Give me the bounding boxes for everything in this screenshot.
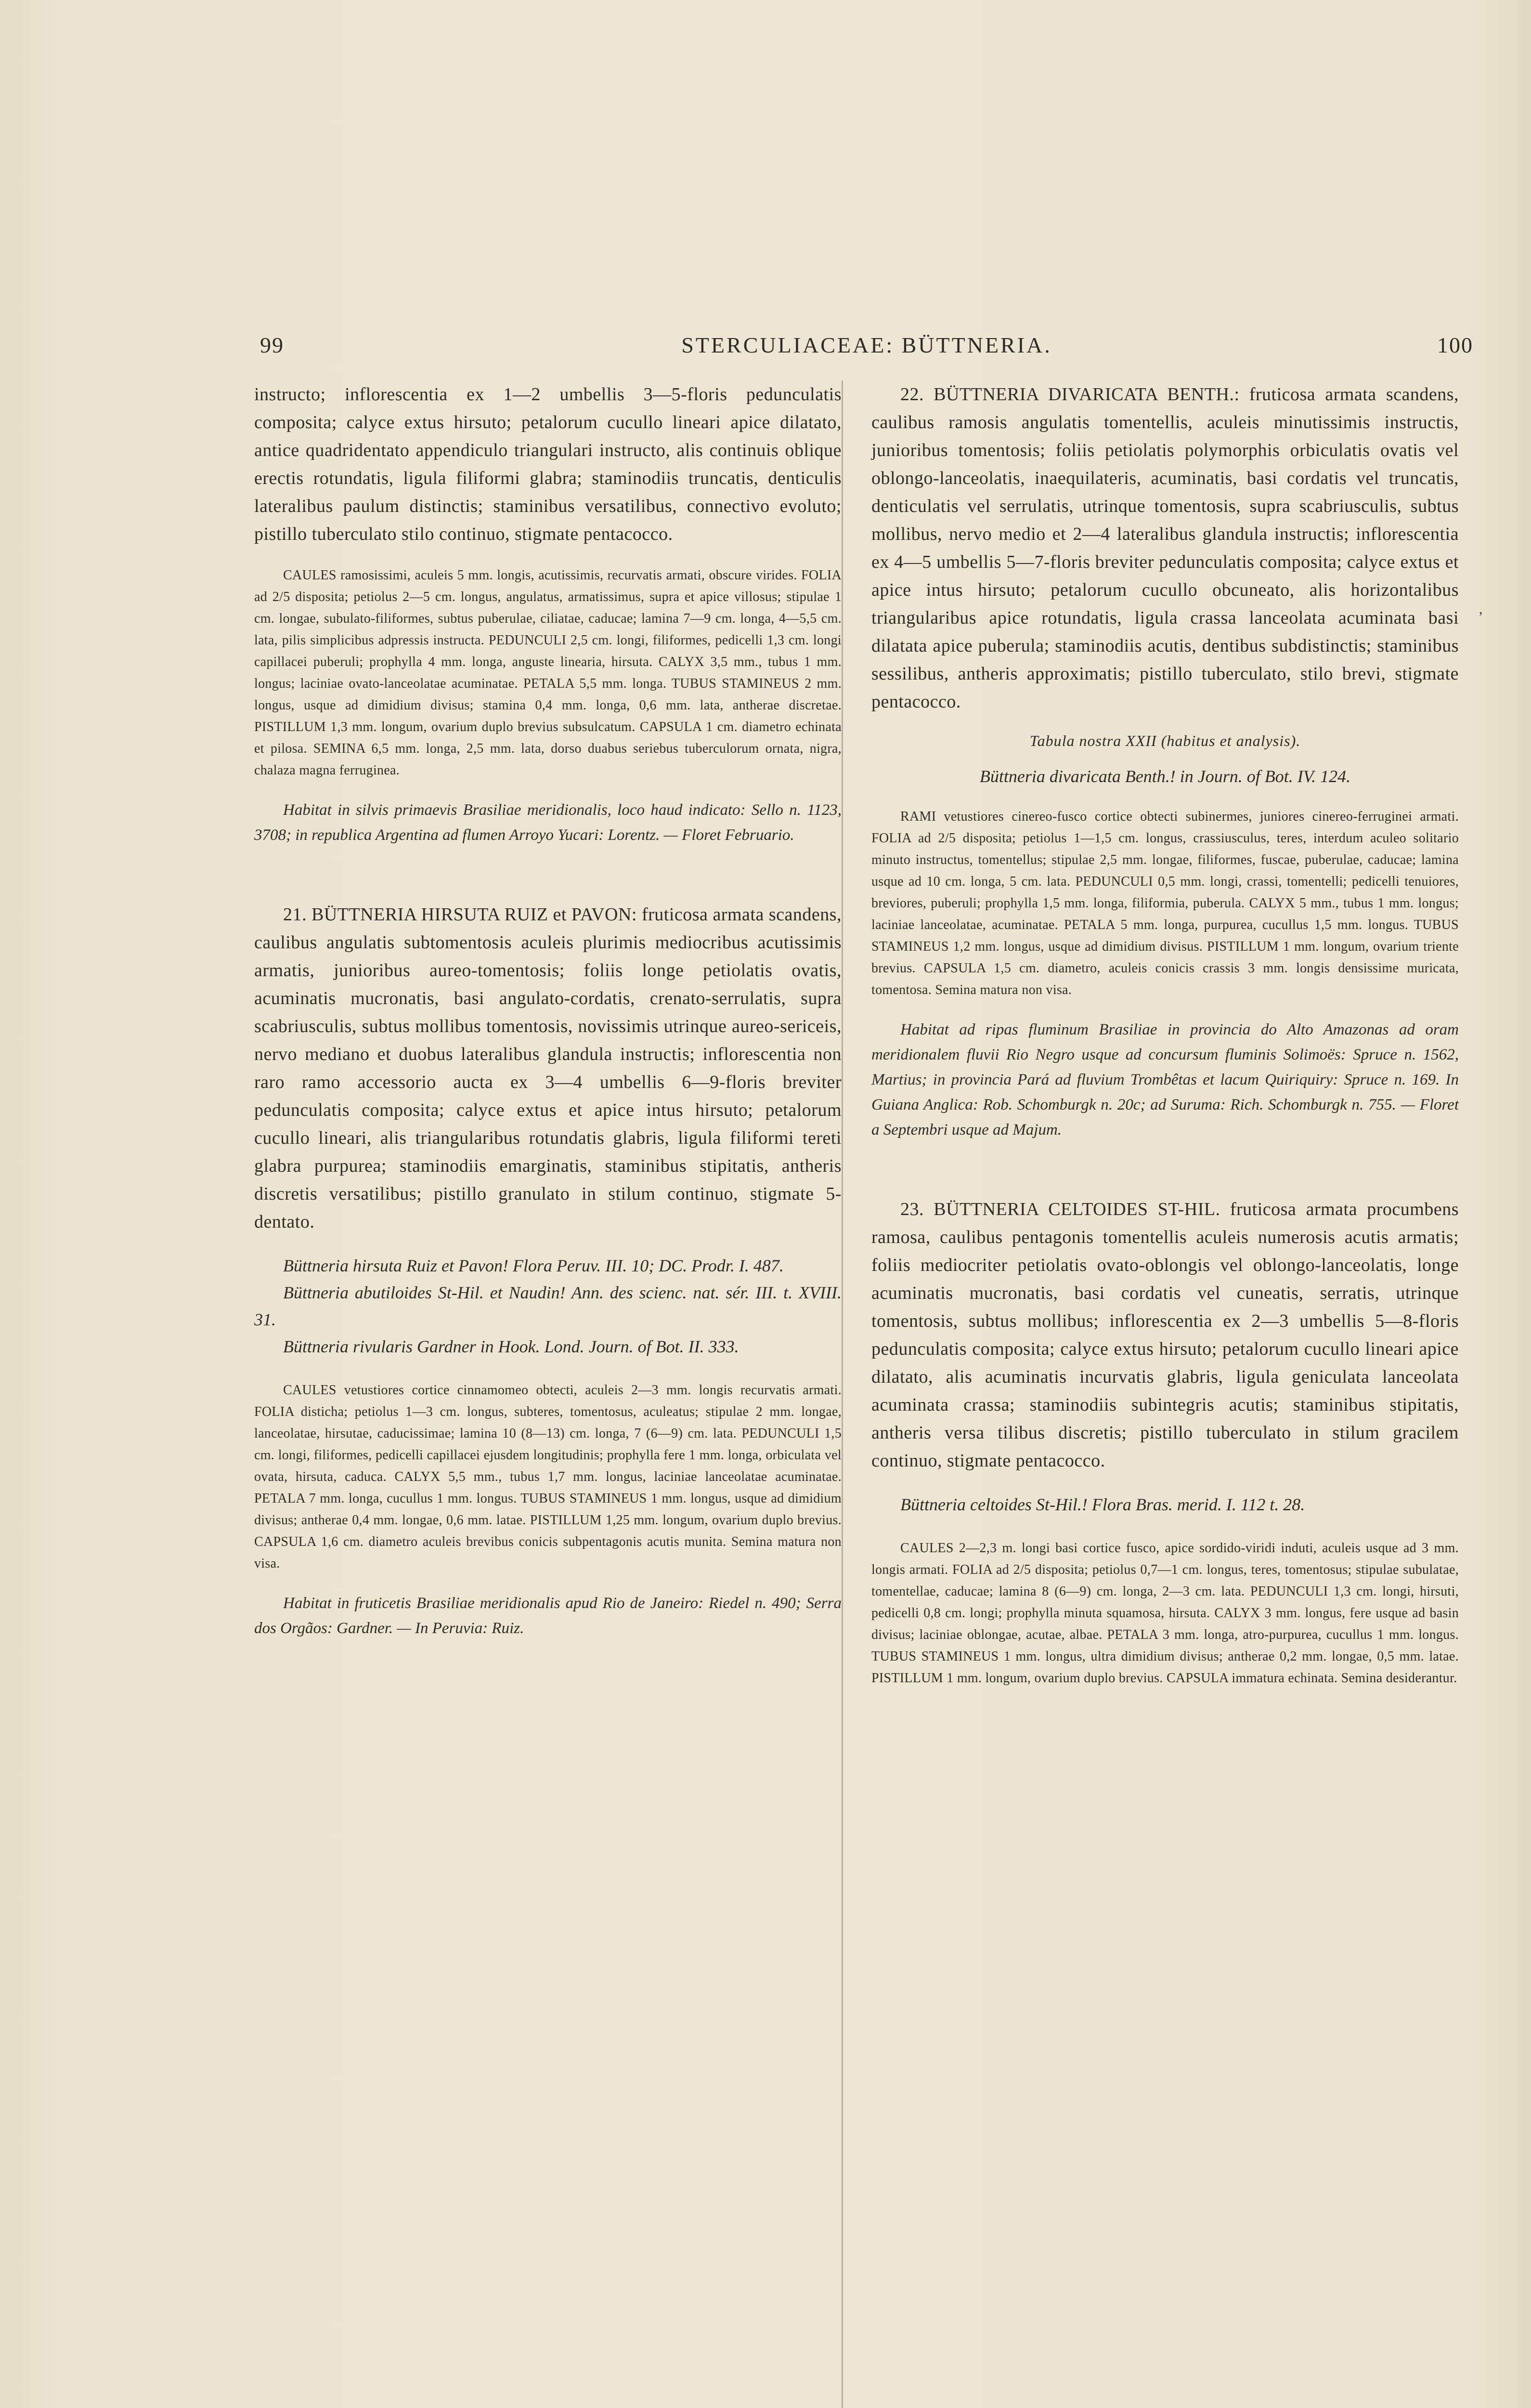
right-column <box>871 380 1459 1705</box>
intro-paragraph: instructo; inflorescentia ex 1—2 umbellis 3—5-floris pedunculatis composita; calyce extus hirsuto; petalorum cucullo lineari apice dilatato, antice quadridentato appendiculo triangulari instructo, alis continuis oblique erectis rotundatis, ligula filiformi glabra; staminodiis truncatis, denticulis lateralibus paulum distinctis; staminibus versatilibus, connectivo evoluto; pistillo tuberculato stilo continuo, stigmate pentacocco. <box>254 384 842 544</box>
species-23-citation: Büttneria celtoides St-Hil.! Flora Bras. merid. I. 112 t. 28. <box>900 1495 1305 1514</box>
running-title: STERCULIACEAE: BÜTTNERIA. <box>681 333 1052 357</box>
species-21-habitat: Habitat in fruticetis Brasiliae meridionalis apud Rio de Janeiro: Riedel n. 490; Serra dos Orgãos: Gardner. — In Peruvia: Ruiz. <box>254 1595 842 1637</box>
species-23-diagnosis: 23. BÜTTNERIA CELTOIDES ST-HIL. fruticosa armata procumbens ramosa, caulibus pentagonis tomentellis aculeis numerosis acutis armatis; foliis mediocriter petiolatis ovato-oblongis vel oblongo-lanceolatis, longe acuminatis mucronatis, basi cordatis vel cuneatis, serratis, utrinque tomentosis, subtus mollibus; inflorescentia ex 2—3 umbellis 5—8-floris pedunculatis composita; calyce extus hirsuto; petalorum cucullo lineari apice dilatato, alis acuminatis incurvatis glabris, ligula geniculata lanceolata acuminata crassa; staminodiis subintegris acutis; staminibus stipitatis, antheris versa tilibus discretis; pistillo tuberculato in stilum gracilem continuo, stigmate pentacocco. <box>871 1199 1459 1471</box>
species-22-diagnosis: 22. BÜTTNERIA DIVARICATA BENTH.: fruticosa armata scandens, caulibus ramosis angulatis tomentellis, aculeis minutissimis instructis, junioribus tomentosis; foliis petiolatis polymorphis orbiculatis ovatis vel oblongo-lanceolatis, inaequilateris, acuminatis, basi cordatis vel truncatis, denticulatis vel serrulatis, utrinque tomentosis, supra scabriusculis, subtus mollibus, nervo medio et 2—4 lateralibus glandula instructis; inflorescentia ex 4—5 umbellis 5—7-floris breviter pedunculatis composita; calyce extus et apice intus hirsuto; petalorum cucullo obcuneato, alis horizontalibus triangularibus apice rotundatis, ligula crassa lanceolata acuminata basi dilatata apice puberula; staminodiis acutis, dentibus subdistinctis; staminibus sessilibus, antheris approximatis; pistillo tuberculato, stilo brevi, stigmate pentacocco. <box>871 384 1459 712</box>
synonym-line: Büttneria rivularis Gardner in Hook. Lond. Journ. of Bot. II. 333. <box>283 1337 739 1356</box>
species-21-diagnosis: 21. BÜTTNERIA HIRSUTA RUIZ et PAVON: fruticosa armata scandens, caulibus angulatis subtomentosis aculeis plurimis mediocribus acutissimis armatis, junioribus aureo-tomentosis; foliis longe petiolatis ovatis, acuminatis mucronatis, basi angulato-cordatis, crenato-serrulatis, supra scabriusculis, subtus mollibus tomentosis, novissimis utrinque aureo-sericeis, nervo mediano et duobus lateralibus glandula instructis; inflorescentia non raro ramo accessorio aucta ex 3—4 umbellis 6—9-floris breviter pedunculatis composita; calyce extus et apice intus hirsuto; petalorum cucullo lineari, alis triangularibus rotundatis glabris, ligula filiformi tereti glabra purpurea; staminodiis emarginatis, staminibus stipitatis, antheris discretis versatilibus; pistillo granulato in stilum continuo, stigmate 5-dentato. <box>254 904 842 1232</box>
species-22-description: RAMI vetustiores cinereo-fusco cortice obtecti subinermes, juniores cinereo-ferruginei armati. FOLIA ad 2/5 disposita; petiolus 1—1,5 cm. longus, crassiusculus, teres, interdum aculeo solitario minuto instructus, tomentellus; stipulae 2,5 mm. longae, filiformes, fuscae, puberulae, caducae; lamina usque ad 10 cm. longa, 5 cm. lata. PEDUNCULI 0,5 mm. longi, crassi, tomentelli; pedicelli tenuiores, breviores, puberuli; prophylla 1,5 mm. longa, filiformia, puberula. CALYX 5 mm., tubus 1 mm. longus; laciniae lanceolatae, acuminatae. PETALA 5 mm. longa, purpurea, cucullus 1,5 mm. longus. TUBUS STAMINEUS 1,2 mm. longus, usque ad dimidium divisus. PISTILLUM 1 mm. longum, ovarium triente brevius. CAPSULA 1,5 cm. diametro, aculeis conicis crassis 3 mm. longis densissime muricata, tomentosa. Semina matura non visa. <box>871 809 1459 997</box>
synonym-line: Büttneria hirsuta Ruiz et Pavon! Flora Peruv. III. 10; DC. Prodr. I. 487. <box>283 1256 784 1275</box>
synonym-line: Büttneria abutiloides St-Hil. et Naudin! Ann. des scienc. nat. sér. III. t. XVIII. 31. <box>254 1283 842 1329</box>
species-22-citation: Büttneria divaricata Benth.! in Journ. of Bot. IV. 124. <box>979 767 1351 786</box>
habitat-previous-species: Habitat in silvis primaevis Brasiliae meridionalis, loco haud indicato: Sello n. 1123, 3708; in republica Argentina ad flumen Arroyo Yucari: Lorentz. — Floret Februario. <box>254 801 842 844</box>
species-21-synonyms <box>254 1252 842 1360</box>
description-previous-species: CAULES ramosissimi, aculeis 5 mm. longis, acutissimis, recurvatis armati, obscure virides. FOLIA ad 2/5 disposita; petiolus 2—5 cm. longus, angulatus, armatissimus, supra et apice villosus; stipulae 1 cm. longae, subulato-filiformes, subtus puberulae, ciliatae, caducae; lamina 7—9 cm. longa, 4—5,5 cm. lata, pilis simplicibus adpressis instructa. PEDUNCULI 2,5 cm. longi, filiformes, pedicelli 1,3 cm. longi capillacei puberuli; prophylla 4 mm. longa, anguste linearia, hirsuta. CALYX 3,5 mm., tubus 1 mm. longus; laciniae ovato-lanceolatae acuminatae. PETALA 5,5 mm. longa. TUBUS STAMINEUS 2 mm. longus, usque ad dimidium divisus; stamina 0,4 mm. longa, 0,6 mm. lata, antherae discretae. PISTILLUM 1,3 mm. longum, ovarium duplo brevius subsulcatum. CAPSULA 1 cm. diametro echinata et pilosa. SEMINA 6,5 mm. longa, 2,5 mm. lata, dorso duabus seriebus tuberculorum ornata, nigra, chalaza magna ferruginea. <box>254 568 842 778</box>
page-number-left: 99 <box>260 333 284 357</box>
page-header <box>260 332 1473 366</box>
plate-reference: Tabula nostra XXII (habitus et analysis). <box>1029 732 1301 749</box>
left-column <box>254 380 842 1657</box>
page-number-right: 100 <box>1437 333 1473 357</box>
species-21-description: CAULES vetustiores cortice cinnamomeo obtecti, aculeis 2—3 mm. longis recurvatis armati. FOLIA disticha; petiolus 1—3 cm. longus, subteres, tomentosus, aculeatus; stipulae 2 mm. longae, lanceolatae, hirsutae, caducissimae; lamina 10 (8—13) cm. longa, 7 (6—9) cm. lata. PEDUNCULI 1,5 cm. longi, filiformes, pedicelli capillacei ejusdem longitudinis; prophylla fere 1 mm. longa, orbiculata vel ovata, hirsuta, caduca. CALYX 5,5 mm., tubus 1,7 mm. longus, laciniae lanceolatae acuminatae. PETALA 7 mm. longa, cucullus 1 mm. longus. TUBUS STAMINEUS 1 mm. longus, usque ad dimidium divisus; antherae 0,4 mm. longae, 0,6 mm. latae. PISTILLUM 1,25 mm. longum, ovarium duplo brevius. CAPSULA 1,6 cm. diametro aculeis brevibus conicis subpentagonis acutis munita. Semina matura non visa. <box>254 1383 842 1571</box>
column-divider <box>842 380 843 2408</box>
species-23-description: CAULES 2—2,3 m. longi basi cortice fusco, apice sordido-viridi induti, aculeis usque ad 3 mm. longis armati. FOLIA ad 2/5 disposita; petiolus 0,7—1 cm. longus, teres, tomentosus; stipulae subulatae, tomentellae, caducae; lamina 8 (6—9) cm. longa, 2—3 cm. lata. PEDUNCULI 1,3 cm. longi, hirsuti, pedicelli 0,8 cm. longi; prophylla minuta squamosa, hirsuta. CALYX 3 mm. longus, fere usque ad basin divisus; laciniae oblongae, acutae, albae. PETALA 3 mm. longa, atro-purpurea, cucullus 1 mm. longus. TUBUS STAMINEUS 1 mm. longus, ultra dimidium divisus; antherae 0,2 mm. longae, 0,5 mm. latae. PISTILLUM 1 mm. longum, ovarium duplo brevius. CAPSULA immatura echinata. Semina desiderantur. <box>871 1541 1459 1686</box>
species-22-habitat: Habitat ad ripas fluminum Brasiliae in provincia do Alto Amazonas ad oram meridionalem fluvii Rio Negro usque ad concursum fluminis Solimoës: Spruce n. 1562, Martius; in provincia Pará ad fluvium Trombêtas et lacum Quiriquiry: Spruce n. 169. In Guiana Anglica: Rob. Schomburgk n. 20c; ad Suruma: Rich. Schomburgk n. 755. — Floret a Septembri usque ad Majum. <box>871 1021 1459 1139</box>
margin-mark: , <box>1479 601 1483 617</box>
